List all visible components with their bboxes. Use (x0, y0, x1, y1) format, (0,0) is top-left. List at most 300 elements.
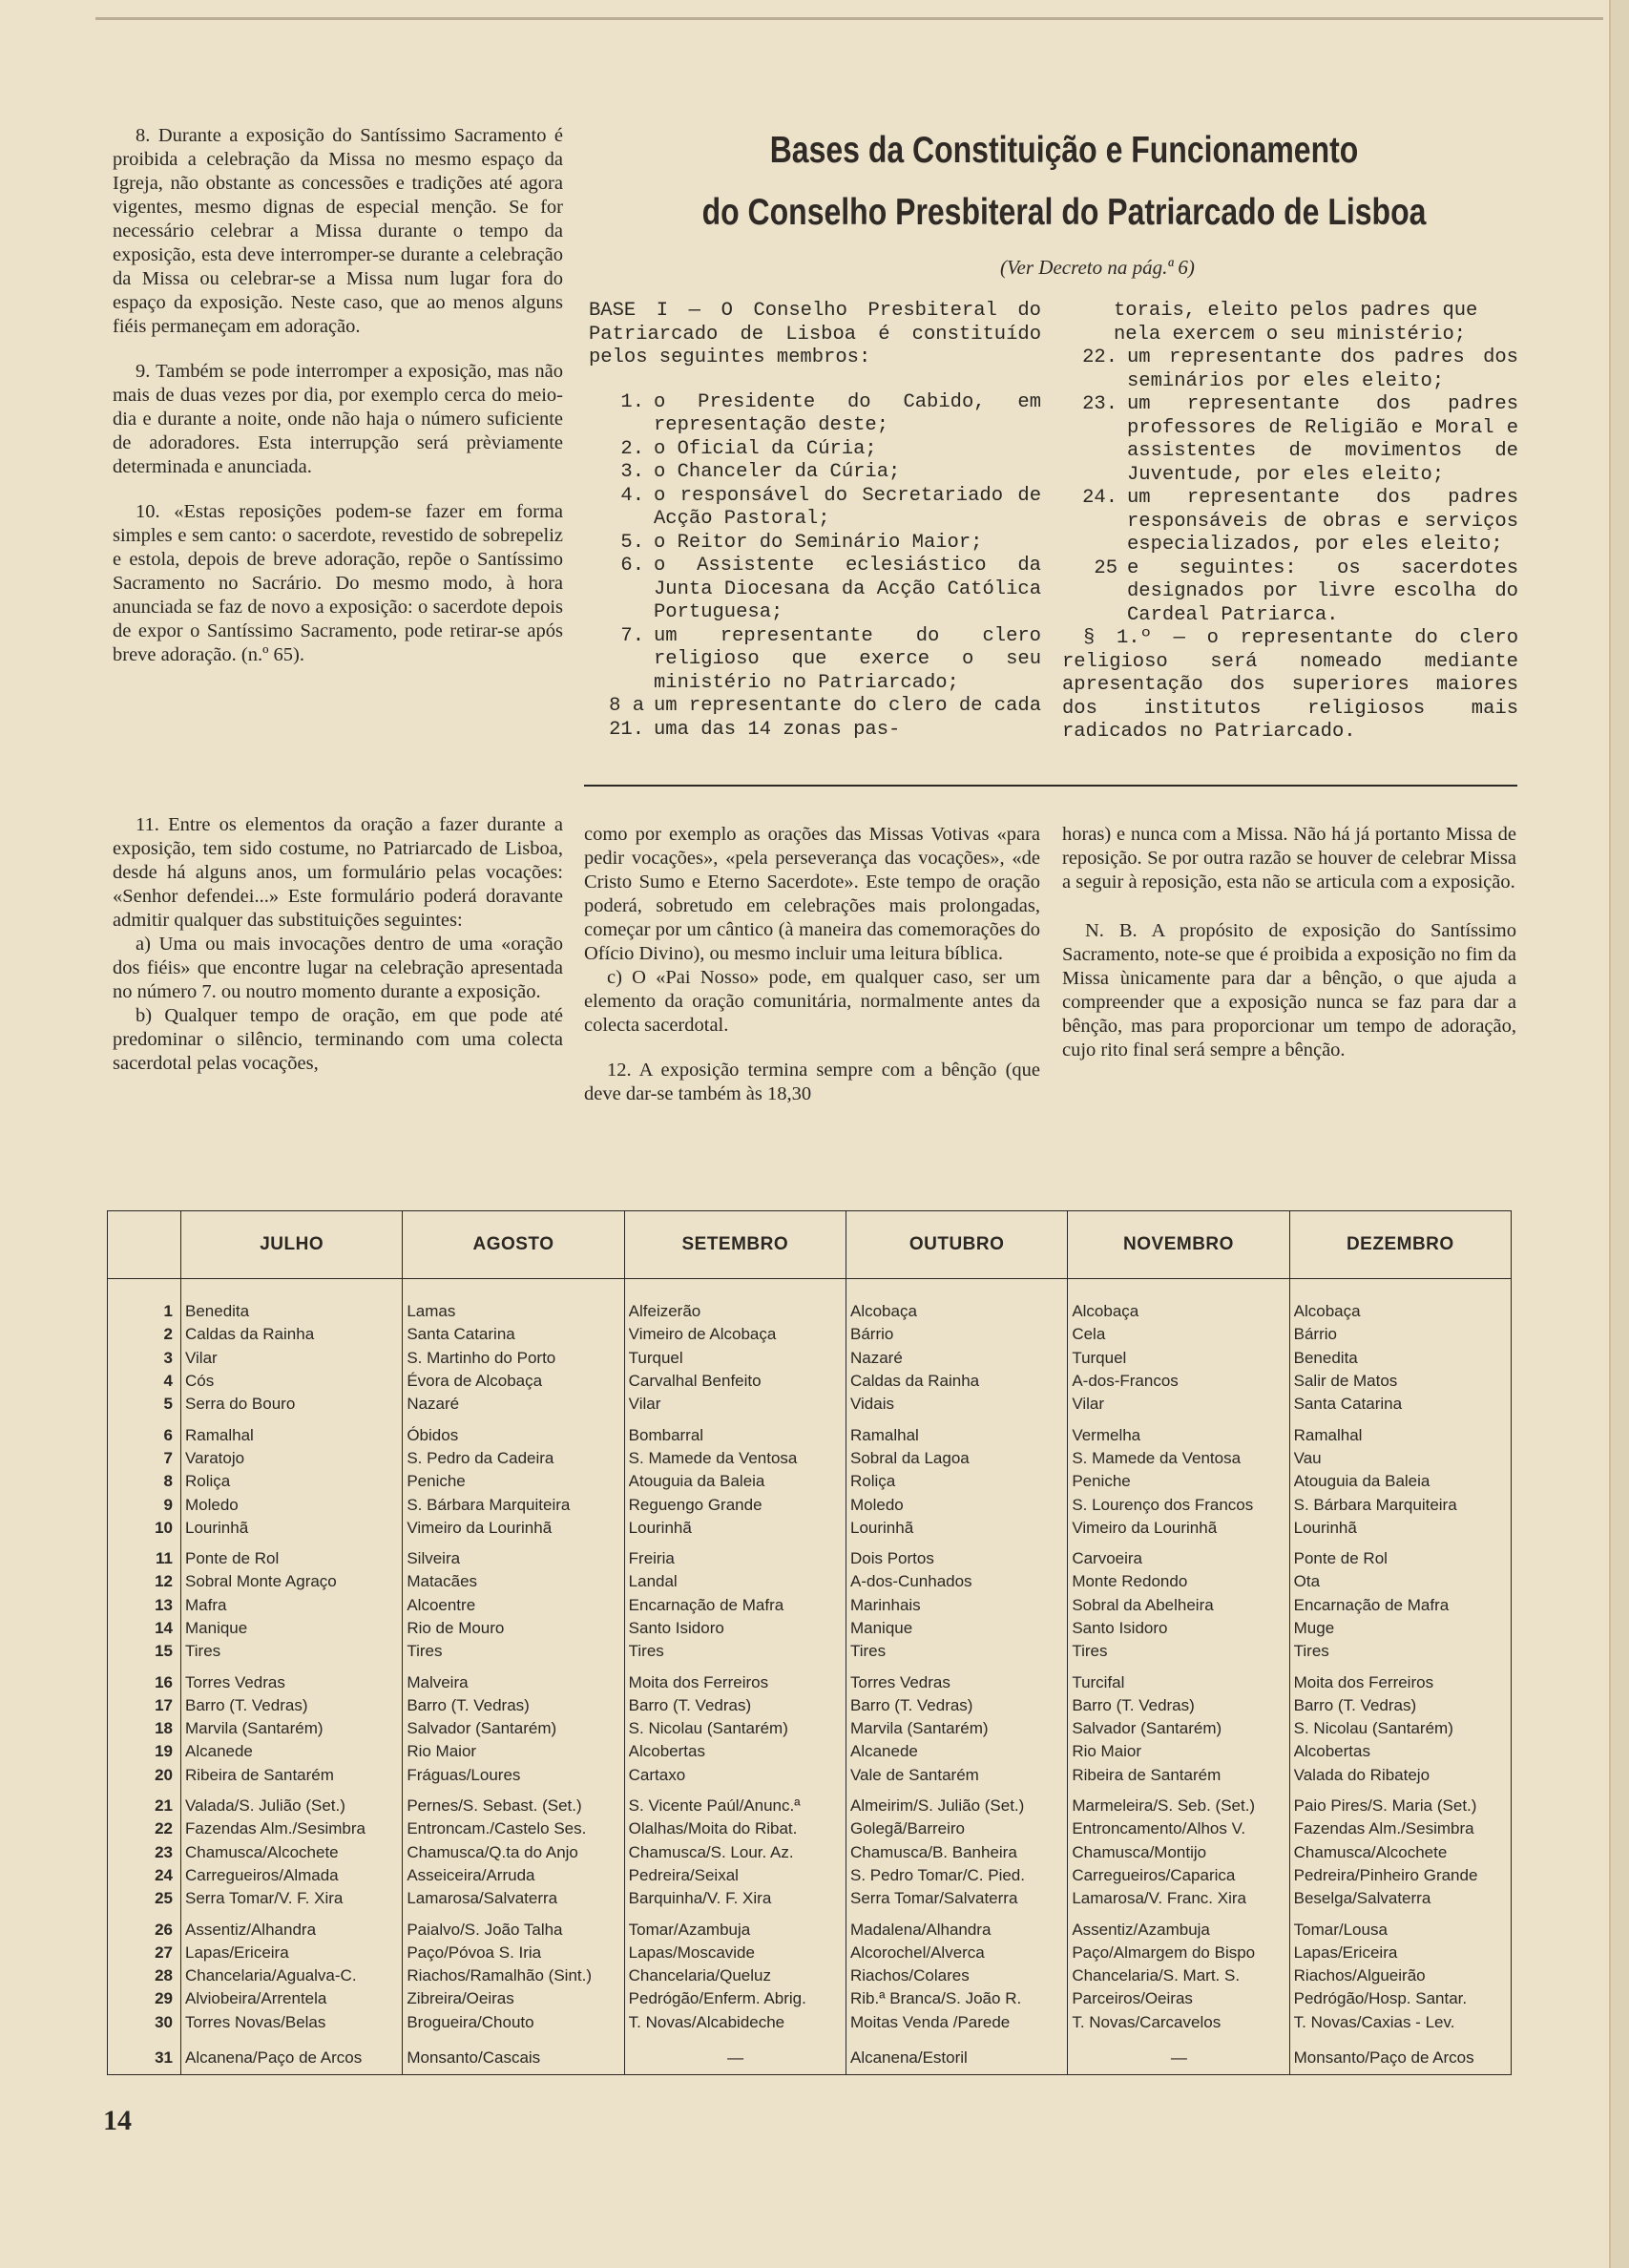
parish-name: Brogueira/Chouto (407, 2012, 534, 2031)
calendar-cell (181, 1887, 403, 1910)
calendar-cell (624, 1864, 846, 1887)
calendar-cell (403, 1787, 624, 1817)
calendar-cell (403, 1470, 624, 1493)
calendar-cell (846, 1787, 1067, 1817)
calendar-cell (846, 2011, 1067, 2034)
parish-name: Alcobaça (849, 1302, 917, 1321)
day-number: 29 (108, 1987, 181, 2010)
day-number: 20 (108, 1764, 181, 1787)
base-item-number: 6. (620, 555, 644, 577)
calendar-cell (624, 1964, 846, 1987)
parish-name: Chamusca/Montijo (1072, 1842, 1207, 1861)
parish-name: Atouguia da Baleia (628, 1472, 765, 1491)
day-number: 2 (108, 1323, 181, 1346)
day-number: 8 (108, 1470, 181, 1493)
parish-name: Vilar (1072, 1395, 1105, 1414)
parish-name: Manique (185, 1619, 248, 1637)
parish-name: Chancelaria/S. Mart. S. (1072, 1966, 1241, 1985)
parish-name: Parceiros/Oeiras (1072, 1989, 1193, 2008)
day-number: 22 (108, 1817, 181, 1840)
parish-name: Alcoentre (407, 1595, 476, 1614)
parish-name: Ribeira de Santarém (185, 1765, 334, 1784)
calendar-cell (1068, 1864, 1289, 1887)
calendar-cell (1068, 1470, 1289, 1493)
parish-name: Tomar/Azambuja (628, 1920, 751, 1939)
calendar-cell (846, 1942, 1067, 1964)
section-divider (584, 785, 1517, 787)
exposition-calendar-table (107, 1210, 1512, 2075)
calendar-cell (181, 1864, 403, 1887)
parish-name: Assentiz/Azambuja (1072, 1920, 1210, 1939)
base-item (589, 555, 1041, 625)
calendar-cell (846, 1347, 1067, 1370)
parish-name: Pedreira/Pinheiro Grande (1293, 1865, 1478, 1884)
calendar-cell (624, 1640, 846, 1663)
base-item (589, 532, 1041, 556)
calendar-cell (846, 1570, 1067, 1593)
calendar-cell (624, 1517, 846, 1540)
parish-name: Monsanto/Cascais (407, 2048, 541, 2067)
calendar-cell (181, 1300, 403, 1323)
calendar-cell (181, 1323, 403, 1346)
day-number: 13 (108, 1594, 181, 1617)
calendar-cell (181, 1964, 403, 1987)
paragraph-12: 12. A exposição termina sempre com a bênção (que deve dar-se também às 18,30 (584, 1060, 1040, 1104)
parish-name: Ota (1293, 1572, 1321, 1591)
parish-name: Chancelaria/Queluz (628, 1966, 771, 1985)
parish-name: Tires (628, 1642, 664, 1661)
page-edge (1609, 0, 1629, 2268)
parish-name: Varatojo (185, 1448, 245, 1467)
calendar-cell (624, 1942, 846, 1964)
month-header: NOVEMBRO (1068, 1211, 1289, 1279)
calendar-cell (624, 1887, 846, 1910)
calendar-cell (1289, 1517, 1511, 1540)
parish-name: Zibreira/Oeiras (407, 1989, 514, 2008)
base-item (1062, 487, 1518, 557)
calendar-cell (846, 1300, 1067, 1323)
parish-name: Reguengo Grande (628, 1495, 762, 1514)
parish-name: Lourinhã (849, 1518, 914, 1537)
calendar-cell (403, 2034, 624, 2075)
parish-name: Benedita (1293, 1348, 1358, 1367)
calendar-cell (1289, 1717, 1511, 1740)
parish-name: Monsanto/Paço de Arcos (1293, 2048, 1474, 2067)
month-header: OUTUBRO (846, 1211, 1067, 1279)
parish-name: Barro (T. Vedras) (849, 1695, 973, 1714)
parish-name: Cela (1072, 1325, 1106, 1344)
calendar-cell (403, 1910, 624, 1941)
calendar-cell (181, 1987, 403, 2010)
parish-name: Ponte de Rol (185, 1549, 280, 1568)
parish-name: Barro (T. Vedras) (1072, 1695, 1195, 1714)
parish-name: Chamusca/Alcochete (1293, 1842, 1448, 1861)
parish-name: Landal (628, 1572, 678, 1591)
base-item (589, 438, 1041, 462)
calendar-cell (403, 1570, 624, 1593)
calendar-cell (846, 1663, 1067, 1693)
calendar-cell (846, 1470, 1067, 1493)
calendar-cell (403, 1594, 624, 1617)
parish-name: Bombarral (628, 1425, 704, 1444)
calendar-cell (181, 2011, 403, 2034)
parish-name: T. Novas/Carcavelos (1072, 2012, 1222, 2031)
base-item (589, 695, 1041, 742)
parish-name: Sobral da Abelheira (1072, 1595, 1214, 1614)
parish-name: Paio Pires/S. Maria (Set.) (1293, 1796, 1477, 1816)
calendar-row (108, 1942, 1512, 1964)
parish-name: Pedrógão/Hosp. Santar. (1293, 1989, 1468, 2008)
calendar-row (108, 1393, 1512, 1416)
day-number: 28 (108, 1964, 181, 1987)
calendar-row (108, 1663, 1512, 1693)
calendar-cell (846, 1540, 1067, 1570)
parish-name: Turquel (1072, 1348, 1127, 1367)
parish-name: Olalhas/Moita do Ribat. (628, 1819, 798, 1838)
parish-name: Marmeleira/S. Seb. (Set.) (1072, 1796, 1256, 1816)
day-number: 17 (108, 1694, 181, 1717)
calendar-cell (1289, 1887, 1511, 1910)
calendar-cell (403, 1323, 624, 1346)
calendar-cell (181, 1493, 403, 1516)
calendar-cell (181, 1570, 403, 1593)
calendar-cell (1289, 1764, 1511, 1787)
base-item-text: o Chanceler da Cúria; (654, 461, 901, 483)
calendar-cell (624, 2011, 846, 2034)
calendar-cell (1289, 1841, 1511, 1864)
parish-name: Monte Redondo (1072, 1572, 1188, 1591)
calendar-cell (403, 1347, 624, 1370)
calendar-cell (846, 1764, 1067, 1787)
calendar-cell (1289, 1570, 1511, 1593)
day-number: 3 (108, 1347, 181, 1370)
parish-name: Évora de Alcobaça (407, 1372, 543, 1391)
parish-name: Roliça (849, 1472, 896, 1491)
parish-name: Ramalhal (185, 1425, 254, 1444)
calendar-cell (1289, 1323, 1511, 1346)
calendar-cell (624, 1447, 846, 1470)
calendar-row (108, 1370, 1512, 1393)
parish-name: Santa Catarina (1293, 1395, 1403, 1414)
calendar-cell (403, 1887, 624, 1910)
parish-name: S. Pedro Tomar/C. Pied. (849, 1865, 1025, 1884)
parish-name: Fazendas Alm./Sesimbra (185, 1819, 365, 1838)
calendar-cell (1289, 1493, 1511, 1516)
calendar-cell (1289, 1740, 1511, 1763)
base-item-number: 4. (620, 484, 644, 507)
base-item-number: 3. (620, 461, 644, 483)
parish-name: Vilar (185, 1348, 218, 1367)
parish-name: Carvoeira (1072, 1549, 1143, 1568)
parish-name: Tires (407, 1642, 443, 1661)
paragraph-11-cont: como por exemplo as orações das Missas Votivas «para pedir vocações», «pela perseverança das vocações», «de Cristo Sumo e Eterno Sacerdote». Este tempo de oração poderá, sobretudo em celebrações mais prolongadas, começar por um cântico (à maneira das comemorações do Ofício Divino), ou mesmo incluir uma leitura bíblica. (584, 824, 1040, 964)
calendar-cell (181, 1942, 403, 1964)
base-item-text: um representante dos padres responsáveis de obras e serviços especializados, por eles eleito; (1127, 487, 1518, 556)
parish-name: Lapas/Ericeira (1293, 1942, 1398, 1962)
parish-name: Almeirim/S. Julião (Set.) (849, 1796, 1025, 1816)
calendar-cell (1068, 1617, 1289, 1640)
calendar-cell (1068, 1910, 1289, 1941)
base-column-left (589, 300, 1041, 742)
parish-name: Tires (849, 1642, 887, 1661)
parish-name: Chamusca/Alcochete (185, 1842, 339, 1861)
parish-name: Sobral Monte Agraço (185, 1572, 337, 1591)
parish-name: Entroncam./Castelo Ses. (407, 1819, 587, 1838)
calendar-cell (181, 1447, 403, 1470)
parish-name: Manique (849, 1619, 913, 1637)
day-number: 27 (108, 1942, 181, 1964)
parish-name: Ramalhal (849, 1425, 919, 1444)
parish-name: Vale de Santarém (849, 1765, 979, 1784)
base-item-number: 8 a 21. (609, 695, 644, 741)
calendar-cell (624, 1493, 846, 1516)
parish-name: Alcorochel/Alverca (849, 1942, 985, 1962)
parish-name: S. Lourenço dos Francos (1072, 1495, 1254, 1514)
calendar-row (108, 1787, 1512, 1817)
parish-name: Riachos/Ramalhão (Sint.) (407, 1966, 593, 1985)
calendar-row (108, 1517, 1512, 1540)
calendar-cell (1068, 2034, 1289, 2075)
month-header: SETEMBRO (624, 1211, 846, 1279)
calendar-cell (181, 1717, 403, 1740)
calendar-cell (181, 1617, 403, 1640)
calendar-cell (1068, 1493, 1289, 1516)
calendar-cell (403, 1300, 624, 1323)
calendar-row (108, 1640, 1512, 1663)
calendar-row (108, 1817, 1512, 1840)
parish-name: Alcanena/Paço de Arcos (185, 2048, 363, 2067)
parish-name: Caldas da Rainha (185, 1325, 315, 1344)
calendar-cell (1289, 2034, 1511, 2075)
base-item-number: 2. (620, 437, 644, 460)
parish-name: S. Bárbara Marquiteira (407, 1495, 571, 1514)
parish-name: Santo Isidoro (628, 1619, 724, 1637)
nota-bene: N. B. A propósito de exposição do Santíssimo Sacramento, note-se que é proibida a exposição no fim da Missa ùnicamente para dar a bênção, o que ajuda a compreender que a exposição nunca se faz para dar a bênção, mas para proporcionar um tempo de adoração, cujo rito final será sempre a bênção. (1062, 920, 1516, 1060)
parish-name: Riachos/Colares (849, 1966, 970, 1985)
base-item-number: 22. (1082, 346, 1117, 368)
calendar-cell (846, 1841, 1067, 1864)
base-item-text: um representante do clero religioso que exerce o seu ministério no Patriarcado; (654, 624, 1041, 694)
parish-name: Pedreira/Seixal (628, 1865, 739, 1884)
parish-name: Rio de Mouro (407, 1619, 505, 1637)
parish-name: Moledo (849, 1495, 904, 1514)
parish-name: Roliça (185, 1472, 231, 1491)
parish-name: Paialvo/S. João Talha (407, 1920, 563, 1939)
calendar-cell (1068, 1300, 1289, 1323)
calendar-cell (624, 1323, 846, 1346)
parish-name: Turquel (628, 1348, 683, 1367)
calendar-cell (1289, 1540, 1511, 1570)
parish-name: Salvador (Santarém) (407, 1719, 557, 1738)
base-item-text: e seguintes: os sacerdotes designados por livre escolha do Cardeal Patriarca. (1127, 556, 1518, 626)
parish-name: Moita dos Ferreiros (1293, 1672, 1434, 1691)
day-number: 11 (108, 1540, 181, 1570)
calendar-cell (1289, 1470, 1511, 1493)
day-number: 31 (108, 2034, 181, 2075)
base-item (1062, 393, 1518, 487)
calendar-cell (1068, 1764, 1289, 1787)
calendar-cell (403, 1517, 624, 1540)
parish-name: Vimeiro de Alcobaça (628, 1325, 777, 1344)
calendar-cell (403, 1717, 624, 1740)
calendar-cell (1068, 1987, 1289, 2010)
calendar-cell (624, 1787, 846, 1817)
calendar-row (108, 1470, 1512, 1493)
day-number: 4 (108, 1370, 181, 1393)
parish-name: Chamusca/S. Lour. Az. (628, 1842, 794, 1861)
parish-name: Peniche (407, 1472, 466, 1491)
paragraph-8: 8. Durante a exposição do Santíssimo Sacramento é proibida a celebração da Missa no mesmo espaço da Igreja, não obstante as concessões e tradições até agora vigentes, mesmo dignas de especial menção. Se for necessário celebrar a Missa durante o tempo da exposição, esta deve interromper-se durante a celebração da Missa ou celebrar-se a Missa num lugar fora do espaço da exposição. Neste caso, que ao menos alguns fiéis permaneçam em adoração. (113, 125, 563, 337)
calendar-cell (624, 1764, 846, 1787)
day-number: 6 (108, 1416, 181, 1446)
calendar-cell (624, 1540, 846, 1570)
parish-name: S. Mamede da Ventosa (1072, 1448, 1242, 1467)
paragraph-11b: b) Qualquer tempo de oração, em que pode até predominar o silêncio, terminando com uma colecta sacerdotal pelas vocações, (113, 1005, 563, 1074)
base-item-text: um representante dos padres dos seminários por eles eleito; (1127, 346, 1518, 392)
calendar-cell (403, 1640, 624, 1663)
day-number: 16 (108, 1663, 181, 1693)
calendar-cell (624, 2034, 846, 2075)
calendar-cell (403, 1393, 624, 1416)
parish-name: Lapas/Moscavide (628, 1942, 755, 1962)
calendar-cell (1068, 1887, 1289, 1910)
parish-name: Chancelaria/Agualva-C. (185, 1966, 357, 1985)
calendar-cell (181, 1594, 403, 1617)
calendar-cell (1289, 1370, 1511, 1393)
calendar-cell (624, 1570, 846, 1593)
calendar-row (108, 1594, 1512, 1617)
calendar-cell (181, 1540, 403, 1570)
parish-name: Vermelha (1072, 1425, 1141, 1444)
calendar-cell (181, 1787, 403, 1817)
calendar-row (108, 2011, 1512, 2034)
calendar-cell (1289, 1594, 1511, 1617)
calendar-cell (624, 1817, 846, 1840)
parish-name: Marvila (Santarém) (185, 1719, 324, 1738)
parish-name: Nazaré (407, 1395, 460, 1414)
calendar-row (108, 1740, 1512, 1763)
calendar-cell (403, 1694, 624, 1717)
calendar-cell (624, 1393, 846, 1416)
middle-column-lower (584, 823, 1040, 1127)
parish-name: Alcanede (849, 1742, 918, 1761)
day-number: 12 (108, 1570, 181, 1593)
calendar-cell (1068, 1416, 1289, 1446)
calendar-cell (403, 1740, 624, 1763)
calendar-cell (624, 1987, 846, 2010)
base-item-number: 7. (620, 624, 644, 647)
parish-name: Moledo (185, 1495, 239, 1514)
calendar-cell (846, 1617, 1067, 1640)
base-item-number: 5. (620, 531, 644, 554)
parish-name: Nazaré (849, 1348, 903, 1367)
calendar-cell (403, 1817, 624, 1840)
calendar-cell (181, 1393, 403, 1416)
parish-name: Tires (185, 1642, 221, 1661)
parish-name: Valada do Ribatejo (1293, 1765, 1431, 1784)
calendar-cell (624, 1694, 846, 1717)
calendar-cell (1068, 1347, 1289, 1370)
calendar-cell (846, 1640, 1067, 1663)
parish-name: Chamusca/Q.ta do Anjo (407, 1842, 578, 1861)
calendar-row (108, 1841, 1512, 1864)
calendar-cell (403, 1493, 624, 1516)
calendar-cell (846, 1817, 1067, 1840)
day-header (108, 1211, 181, 1279)
calendar-cell (624, 1910, 846, 1941)
calendar-cell (1289, 2011, 1511, 2034)
parish-name: Valada/S. Julião (Set.) (185, 1796, 345, 1816)
calendar-cell (846, 1393, 1067, 1416)
calendar-cell (403, 1987, 624, 2010)
parish-name: Alcobertas (1293, 1742, 1370, 1761)
calendar-cell (846, 1323, 1067, 1346)
calendar-cell (1068, 1717, 1289, 1740)
day-number: 24 (108, 1864, 181, 1887)
calendar-cell (1289, 1617, 1511, 1640)
calendar-cell (624, 1347, 846, 1370)
calendar-cell (1068, 1663, 1289, 1693)
calendar-cell (846, 1517, 1067, 1540)
parish-name: Alcobaça (1072, 1302, 1139, 1321)
parish-name: Santa Catarina (407, 1325, 515, 1344)
parish-name: Cós (185, 1372, 215, 1391)
base-item-number: 25 (1094, 556, 1117, 579)
calendar-cell (1068, 1570, 1289, 1593)
parish-name: Moita dos Ferreiros (628, 1672, 769, 1691)
month-header: AGOSTO (403, 1211, 624, 1279)
calendar-cell (1068, 1817, 1289, 1840)
calendar-cell (624, 1841, 846, 1864)
parish-name: Rio Maior (407, 1742, 477, 1761)
parish-name: Serra Tomar/Salvaterra (849, 1889, 1018, 1908)
paragraph-11: 11. Entre os elementos da oração a fazer durante a exposição, tem sido costume, no Patriarcado de Lisboa, desde há alguns anos, um formulário pelas vocações: «Senhor defendei...» Este formulário poderá doravante admitir qualquer das substituições seguintes: (113, 814, 563, 931)
calendar-row (108, 1416, 1512, 1446)
parish-name: Bárrio (849, 1325, 894, 1344)
parish-name: Salir de Matos (1293, 1372, 1398, 1391)
parish-name: S. Martinho do Porto (407, 1348, 556, 1367)
base-item (589, 625, 1041, 696)
parish-name: Fazendas Alm./Sesimbra (1293, 1819, 1474, 1838)
parish-name: Lamarosa/V. Franc. Xira (1072, 1889, 1246, 1908)
parish-name: S. Nicolau (Santarém) (628, 1719, 788, 1738)
parish-name: Carregueiros/Almada (185, 1865, 339, 1884)
calendar-cell (181, 1910, 403, 1941)
parish-name: Chamusca/B. Banheira (849, 1842, 1017, 1861)
day-number: 7 (108, 1447, 181, 1470)
parish-name: Encarnação de Mafra (628, 1595, 784, 1614)
parish-name: Turcifal (1072, 1672, 1125, 1691)
calendar-cell (846, 1594, 1067, 1617)
calendar-cell (1068, 1787, 1289, 1817)
day-number: 26 (108, 1910, 181, 1941)
base-item (1062, 557, 1518, 628)
parish-name: Rib.ª Branca/S. João R. (849, 1989, 1022, 2008)
day-number: 5 (108, 1393, 181, 1416)
day-number: 18 (108, 1717, 181, 1740)
parish-name: Atouguia da Baleia (1293, 1472, 1431, 1491)
calendar-cell (1068, 1594, 1289, 1617)
base-intro: BASE I — O Conselho Presbiteral do Patriarcado de Lisboa é constituído pelos seguintes membros: (589, 300, 1041, 368)
parish-name: Tires (1293, 1642, 1329, 1661)
parish-name: Silveira (407, 1549, 461, 1568)
calendar-cell (181, 1663, 403, 1693)
calendar-cell (624, 1416, 846, 1446)
calendar-row (108, 1864, 1512, 1887)
calendar-cell (1068, 1942, 1289, 1964)
calendar-row (108, 1887, 1512, 1910)
calendar-cell (1289, 1987, 1511, 2010)
